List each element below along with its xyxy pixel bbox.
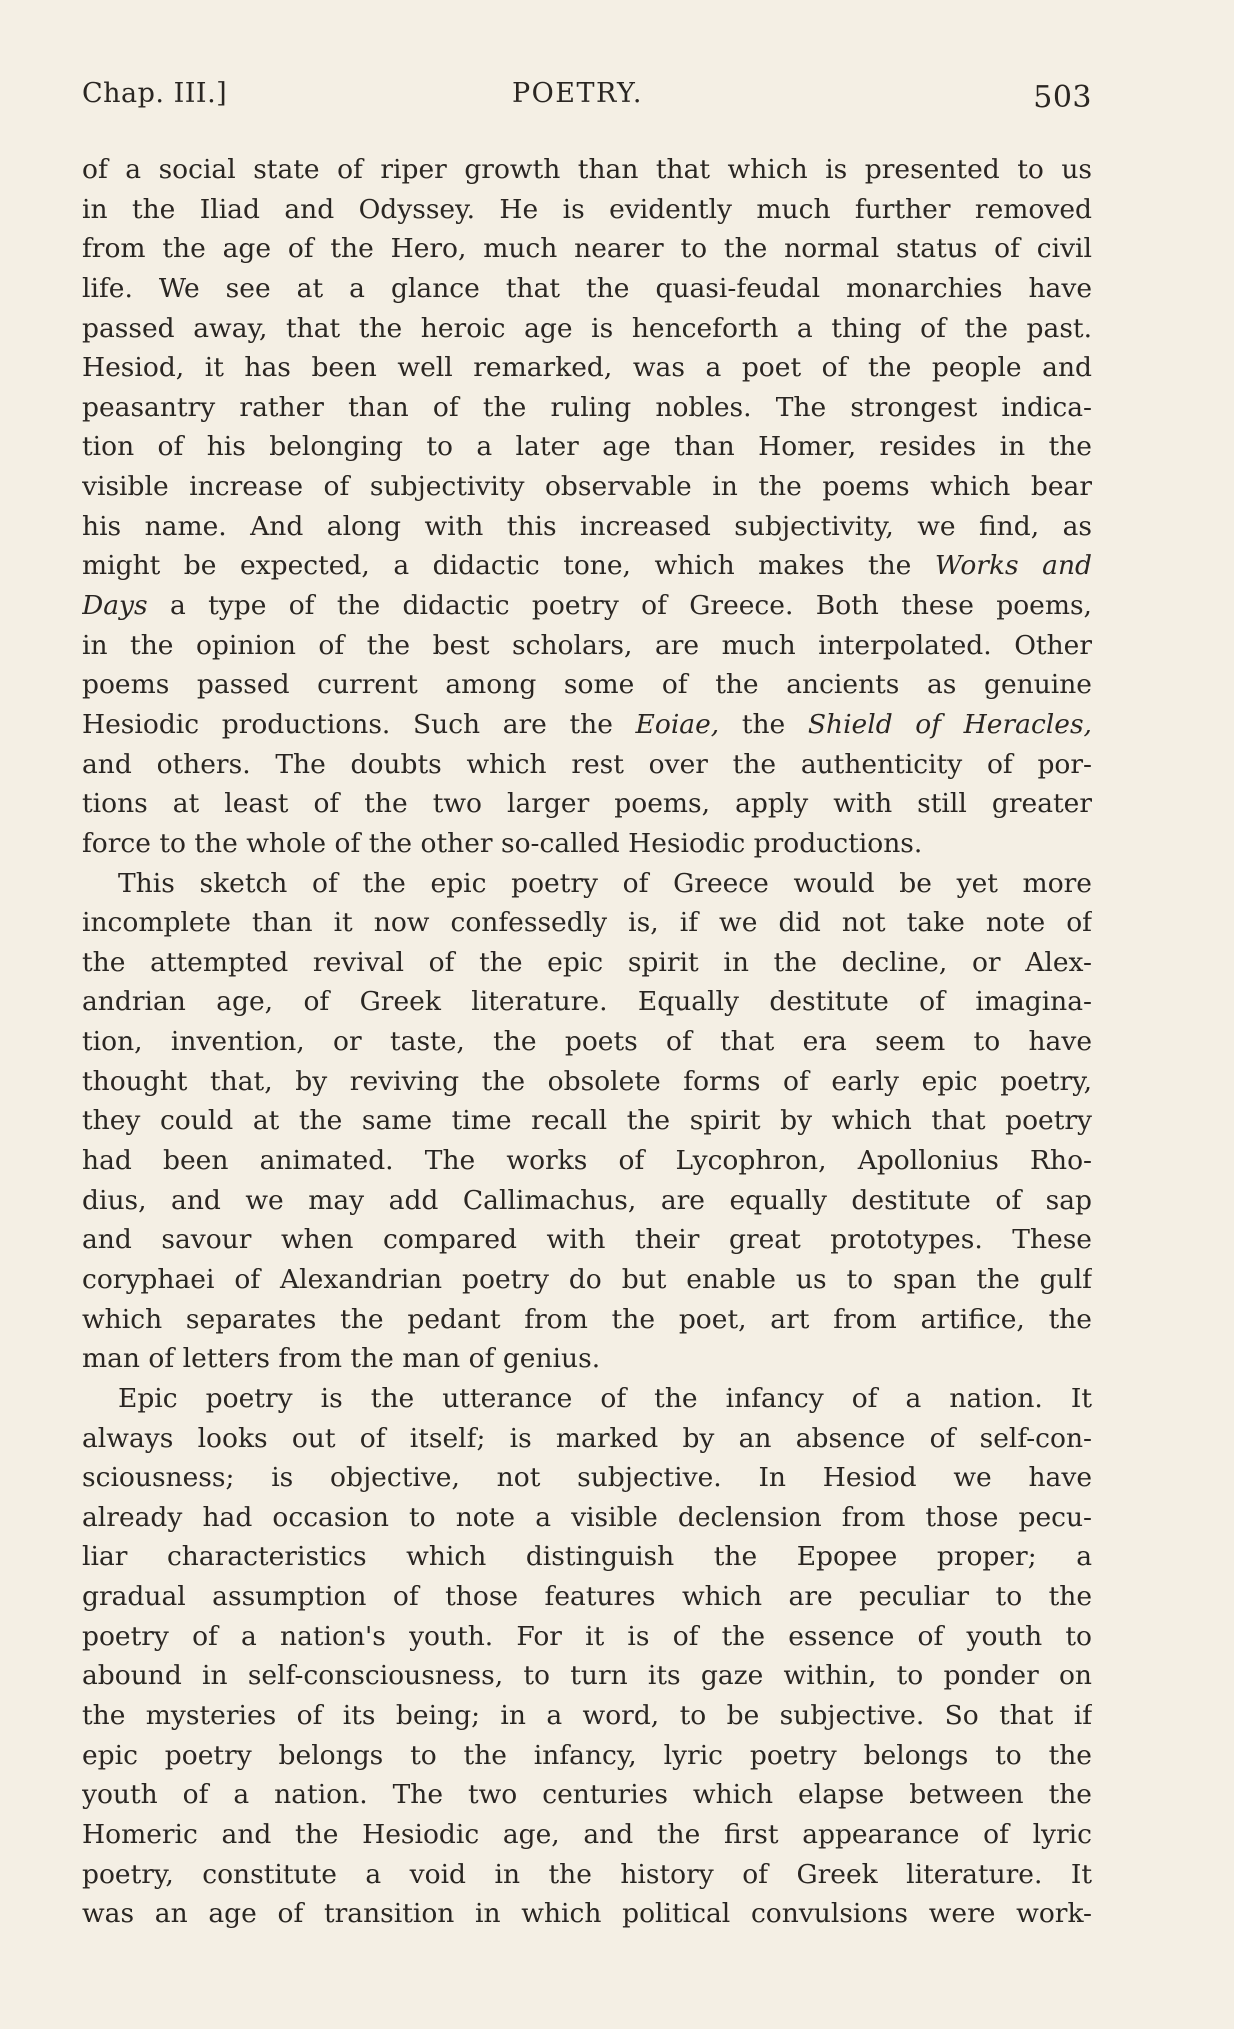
text-line: his name. And along with this increased subjectivity, we find, as <box>82 510 1092 542</box>
body-text <box>82 150 1092 1934</box>
text-segment: Hesiodic productions. Such are the <box>82 708 613 740</box>
text-line: youth of a nation. The two centuries which elapse between the <box>82 1779 1092 1811</box>
text-line: Homeric and the Hesiodic age, and the first appearance of lyric <box>82 1818 1092 1850</box>
paragraph-start: Epic poetry is the utterance of the infancy of a nation. It <box>118 1382 1092 1414</box>
text-line: andrian age, of Greek literature. Equally destitute of imagina- <box>82 986 1092 1018</box>
text-line: tion, invention, or taste, the poets of that era seem to have <box>82 1026 1092 1058</box>
text-line: poetry of a nation's youth. For it is of the essence of youth to <box>82 1620 1092 1652</box>
text-line: in the opinion of the best scholars, are much interpolated. Other <box>82 629 1092 661</box>
text-line: Hesiod, it has been well remarked, was a poet of the people and <box>82 352 1092 384</box>
text-line: liar characteristics which distinguish the Epopee proper; a <box>82 1541 1092 1573</box>
text-line: was an age of transition in which political convulsions were work- <box>82 1898 1092 1930</box>
text-line: gradual assumption of those features which are peculiar to the <box>82 1581 1092 1613</box>
italic-title-works-and-days: Works and <box>934 550 1092 582</box>
text-line: from the age of the Hero, much nearer to the normal status of civil <box>82 233 1092 265</box>
text-line: epic poetry belongs to the infancy, lyric poetry belongs to the <box>82 1739 1092 1771</box>
paragraph-start: This sketch of the epic poetry of Greece would be yet more <box>118 867 1092 899</box>
text-line: the mysteries of its being; in a word, to be subjective. So that if <box>82 1699 1092 1731</box>
text-line: and savour when compared with their great prototypes. These <box>82 1224 1092 1256</box>
text-line: life. We see at a glance that the quasi-feudal monarchies have <box>82 272 1092 304</box>
text-line-with-italic <box>82 586 1092 626</box>
text-line: coryphaei of Alexandrian poetry do but enable us to span the gulf <box>82 1263 1092 1295</box>
text-line: sciousness; is objective, not subjective. In Hesiod we have <box>82 1462 1092 1494</box>
text-line: in the Iliad and Odyssey. He is evidently much further removed <box>82 193 1092 225</box>
text-line: poems passed current among some of the ancients as genuine <box>82 669 1092 701</box>
text-line: they could at the same time recall the spirit by which that poetry <box>82 1105 1092 1137</box>
text-line: dius, and we may add Callimachus, are equally destitute of sap <box>82 1184 1092 1216</box>
text-line: tion of his belonging to a later age than Homer, resides in the <box>82 431 1092 463</box>
text-line: incomplete than it now confessedly is, if we did not take note of <box>82 907 1092 939</box>
italic-title-eoiae: Eoiae, <box>635 708 720 740</box>
text-line: peasantry rather than of the ruling nobles. The strongest indica- <box>82 391 1092 423</box>
text-line: and others. The doubts which rest over the authenticity of por- <box>82 748 1092 780</box>
chapter-label: Chap. III.] <box>82 78 228 109</box>
page-number: 503 <box>1033 80 1092 115</box>
text-line: visible increase of subjectivity observable in the poems which bear <box>82 471 1092 503</box>
text-line: poetry, constitute a void in the history of Greek literature. It <box>82 1858 1092 1890</box>
italic-title-days: Days <box>82 590 148 622</box>
text-line-with-italic <box>82 705 1092 745</box>
text-line: tions at least of the two larger poems, apply with still greater <box>82 788 1092 820</box>
text-segment: a type of the didactic poetry of Greece. Both these poems, <box>169 590 1092 622</box>
text-line: of a social state of riper growth than that which is presented to us <box>82 154 1092 185</box>
text-line: the attempted revival of the epic spirit in the decline, or Alex- <box>82 946 1092 978</box>
text-line: force to the whole of the other so-called Hesiodic productions. <box>82 827 923 859</box>
text-line: always looks out of itself; is marked by an absence of self-con- <box>82 1422 1092 1454</box>
text-line: had been animated. The works of Lycophron, Apollonius Rho- <box>82 1145 1092 1177</box>
italic-title-shield-of-heracles: Shield of Heracles, <box>807 708 1092 740</box>
text-line: abound in self-consciousness, to turn its gaze within, to ponder on <box>82 1660 1092 1692</box>
text-line: which separates the pedant from the poet, art from artifice, the <box>82 1303 1092 1335</box>
running-header <box>82 76 1092 120</box>
text-line: passed away, that the heroic age is henceforth a thing of the past. <box>82 312 1092 344</box>
text-segment: might be expected, a didactic tone, which makes the <box>82 550 912 582</box>
text-line: man of letters from the man of genius. <box>82 1343 601 1375</box>
running-title: POETRY. <box>512 78 643 109</box>
text-line-with-italic <box>82 546 1092 586</box>
text-line: thought that, by reviving the obsolete forms of early epic poetry, <box>82 1065 1092 1097</box>
text-line: already had occasion to note a visible declension from those pecu- <box>82 1501 1092 1533</box>
text-segment: the <box>741 708 786 740</box>
